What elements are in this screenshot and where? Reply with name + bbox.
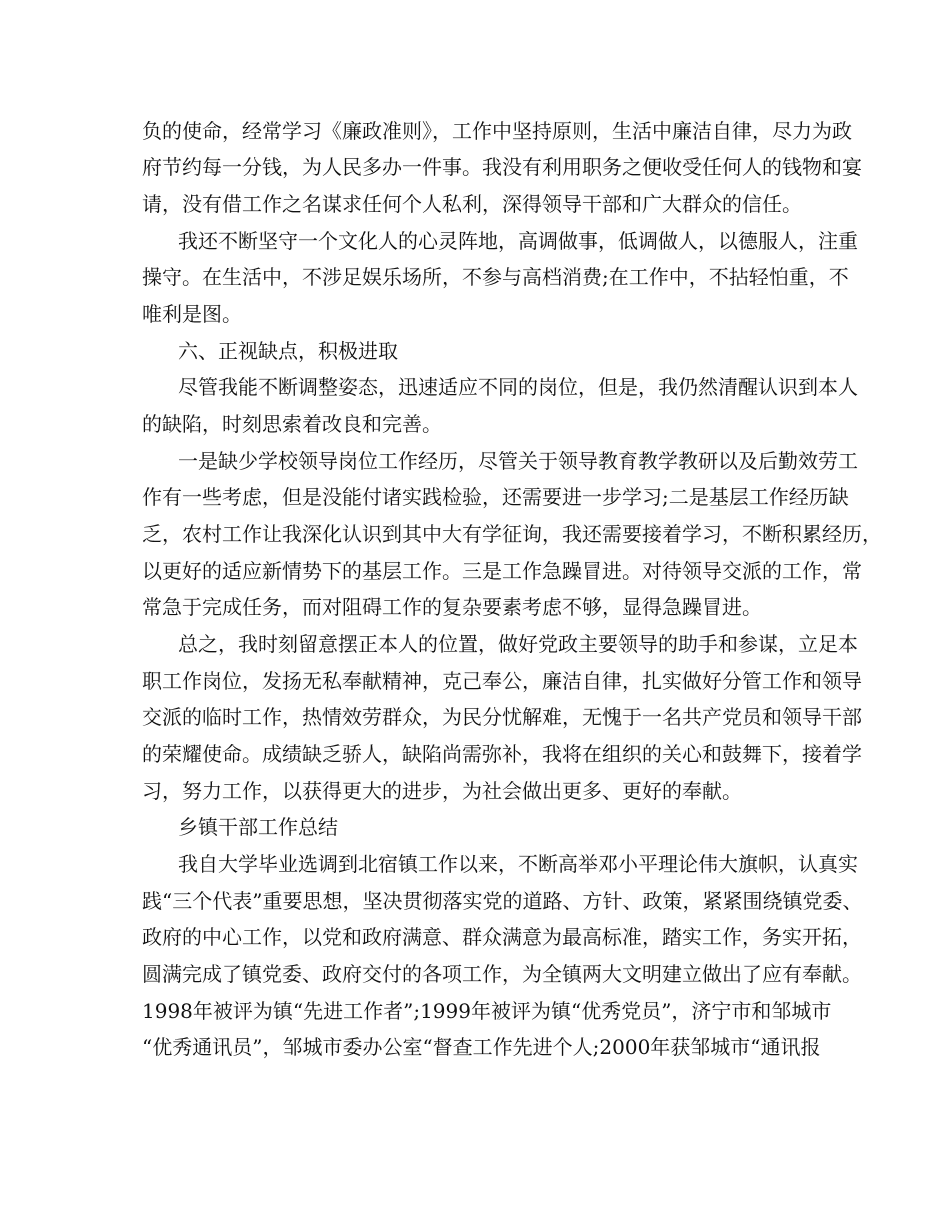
paragraph-first-line: 我还不断坚守一个文化人的心灵阵地，高调做事，低调做人，以德服人，注重 bbox=[178, 229, 858, 253]
section-heading: 乡镇干部工作总结 bbox=[178, 815, 338, 839]
text-line: 职工作岗位，发扬无私奉献精神，克己奉公，廉洁自律，扎实做好分管工作和领导 bbox=[142, 669, 862, 693]
text-line: 以更好的适应新情势下的基层工作。三是工作急躁冒进。对待领导交派的工作，常 bbox=[142, 559, 862, 583]
text-line: 的荣耀使命。成绩缺乏骄人，缺陷尚需弥补，我将在组织的关心和鼓舞下，接着学 bbox=[142, 742, 862, 766]
text-line: 习，努力工作，以获得更大的进步，为社会做出更多、更好的奉献。 bbox=[142, 779, 742, 803]
text-line: 交派的临时工作，热情效劳群众，为民分忧解难，无愧于一名共产党员和领导干部 bbox=[142, 705, 862, 729]
text-line: 作有一些考虑，但是没能付诸实践检验，还需要进一步学习;二是基层工作经历缺 bbox=[142, 485, 849, 509]
text-line: 常急于完成任务，而对阻碍工作的复杂要素考虑不够，显得急躁冒进。 bbox=[142, 595, 762, 619]
text-line: 政府的中心工作，以党和政府满意、群众满意为最高标准，踏实工作，务实开拓， bbox=[142, 925, 862, 949]
text-line: 请，没有借工作之名谋求任何个人私利，深得领导干部和广大群众的信任。 bbox=[142, 192, 802, 216]
text-line: 负的使命，经常学习《廉政准则》，工作中坚持原则，生活中廉洁自律，尽力为政 bbox=[142, 119, 852, 143]
text-line: 唯利是图。 bbox=[142, 302, 242, 326]
text-line: 的缺陷，时刻思索着改良和完善。 bbox=[142, 412, 442, 436]
text-line: 府节约每一分钱，为人民多办一件事。我没有利用职务之便收受任何人的钱物和宴 bbox=[142, 155, 862, 179]
paragraph-first-line: 尽管我能不断调整姿态，迅速适应不同的岗位，但是，我仍然清醒认识到本人 bbox=[178, 375, 858, 399]
section-heading: 六、正视缺点，积极进取 bbox=[178, 339, 398, 363]
text-line: 乏，农村工作让我深化认识到其中大有学征询，我还需要接着学习，不断积累经历， bbox=[142, 522, 882, 546]
text-line: 操守。在生活中，不涉足娱乐场所，不参与高档消费;在工作中，不拈轻怕重，不 bbox=[142, 265, 849, 289]
text-line: 圆满完成了镇党委、政府交付的各项工作，为全镇两大文明建立做出了应有奉献。 bbox=[142, 962, 862, 986]
text-line: 1998年被评为镇“先进工作者”;1999年被评为镇“优秀党员”，济宁市和邹城市 bbox=[142, 999, 832, 1023]
paragraph-first-line: 总之，我时刻留意摆正本人的位置，做好党政主要领导的助手和参谋，立足本 bbox=[178, 632, 858, 656]
paragraph-first-line: 一是缺少学校领导岗位工作经历，尽管关于领导教育教学教研以及后勤效劳工 bbox=[178, 449, 858, 473]
paragraph-first-line: 我自大学毕业选调到北宿镇工作以来，不断高举邓小平理论伟大旗帜，认真实 bbox=[178, 852, 858, 876]
text-line: 践“三个代表”重要思想，坚决贯彻落实党的道路、方针、政策，紧紧围绕镇党委、 bbox=[142, 889, 863, 913]
text-line: “优秀通讯员”，邹城市委办公室“督查工作先进个人;2000年获邹城市“通讯报 bbox=[142, 1035, 821, 1059]
